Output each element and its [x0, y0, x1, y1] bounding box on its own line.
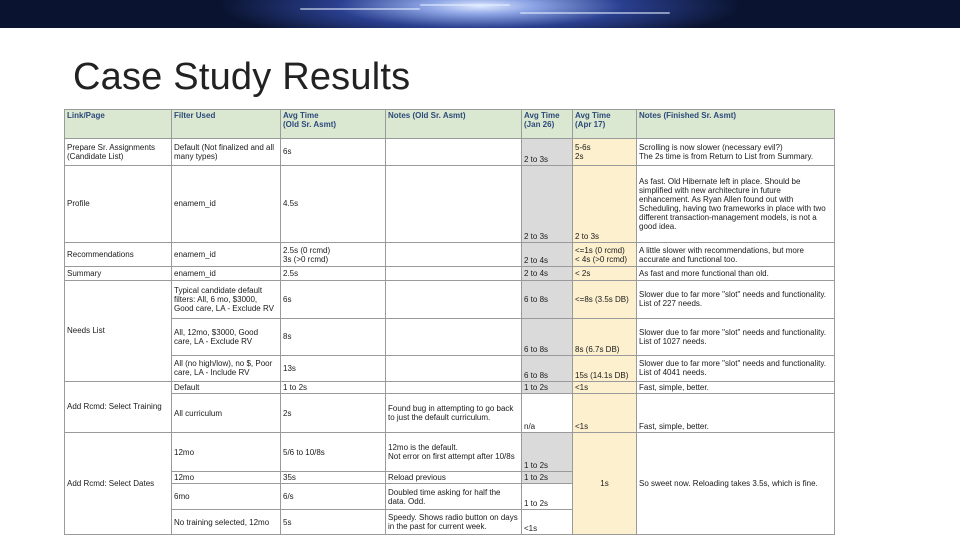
- cell-filter: 12mo: [172, 472, 281, 484]
- table-row: [65, 280, 835, 318]
- cell-avg-apr: <1s: [573, 393, 637, 432]
- cell-notes-new: Slower due to far more "slot" needs and functionality. List of 227 needs.: [637, 280, 835, 318]
- cell-avg-jan: 2 to 3s: [522, 165, 573, 242]
- cell-notes-new: Fast, simple, better.: [637, 393, 835, 432]
- cell-notes-old: [386, 355, 522, 381]
- cell-filter: No training selected, 12mo: [172, 510, 281, 535]
- cell-avg-old: 13s: [281, 355, 386, 381]
- col-header-avg-old: Avg Time (Old Sr. Asmt): [281, 110, 386, 139]
- cell-avg-old: 2.5s: [281, 267, 386, 280]
- table-row: [65, 433, 835, 472]
- cell-avg-jan: 6 to 8s: [522, 355, 573, 381]
- col-header-filter: Filter Used: [172, 110, 281, 139]
- cell-notes-old: [386, 242, 522, 267]
- cell-notes-old: [386, 318, 522, 355]
- cell-avg-jan: 2 to 3s: [522, 138, 573, 165]
- cell-avg-old: 6s: [281, 280, 386, 318]
- col-header-link: Link/Page: [65, 110, 172, 139]
- table-row: [65, 393, 835, 432]
- cell-avg-apr: 2 to 3s: [573, 165, 637, 242]
- cell-avg-old: 4.5s: [281, 165, 386, 242]
- cell-avg-jan: 6 to 8s: [522, 280, 573, 318]
- cell-filter: enamem_id: [172, 165, 281, 242]
- col-header-notes-old: Notes (Old Sr. Asmt): [386, 110, 522, 139]
- cell-avg-apr: 15s (14.1s DB): [573, 355, 637, 381]
- cell-filter: All, 12mo, $3000, Good care, LA - Exclude RV: [172, 318, 281, 355]
- cell-notes-old: [386, 138, 522, 165]
- cell-avg-old: 6/s: [281, 484, 386, 510]
- cell-filter: Typical candidate default filters: All, 6 mo, $3000, Good care, LA - Exclude RV: [172, 280, 281, 318]
- cell-avg-apr: 5-6s 2s: [573, 138, 637, 165]
- cell-avg-old: 8s: [281, 318, 386, 355]
- cell-filter: Default: [172, 381, 281, 393]
- col-header-avg-apr: Avg Time (Apr 17): [573, 110, 637, 139]
- cell-avg-old: 2s: [281, 393, 386, 432]
- cell-notes-old: Found bug in attempting to go back to just the default curriculum.: [386, 393, 522, 432]
- table-row: [65, 242, 835, 267]
- cell-avg-jan: 6 to 8s: [522, 318, 573, 355]
- table-row: [65, 165, 835, 242]
- cell-filter: All curriculum: [172, 393, 281, 432]
- table-row: [65, 381, 835, 393]
- cell-link: Summary: [65, 267, 172, 280]
- cell-avg-jan: 1 to 2s: [522, 472, 573, 484]
- cell-filter: All (no high/low), no $, Poor care, LA - Include RV: [172, 355, 281, 381]
- cell-notes-new: As fast. Old Hibernate left in place. Should be simplified with new architecture in future enhancement. As Ryan Allen found out with Scheduling, having two frameworks in place with two different transaction-management models, is not a good idea.: [637, 165, 835, 242]
- cell-avg-jan: <1s: [522, 510, 573, 535]
- cell-link: Add Rcmd: Select Dates: [65, 433, 172, 535]
- cell-filter: enamem_id: [172, 242, 281, 267]
- cell-notes-old: Reload previous: [386, 472, 522, 484]
- cell-avg-jan: 2 to 4s: [522, 267, 573, 280]
- table-row: [65, 267, 835, 280]
- cell-notes-old: [386, 280, 522, 318]
- cell-avg-jan: 1 to 2s: [522, 484, 573, 510]
- cell-avg-apr: <1s: [573, 381, 637, 393]
- cell-avg-apr: 1s: [573, 433, 637, 535]
- table-row: [65, 318, 835, 355]
- cell-notes-old: [386, 381, 522, 393]
- cell-notes-new: Slower due to far more "slot" needs and functionality. List of 1027 needs.: [637, 318, 835, 355]
- cell-notes-new: Fast, simple, better.: [637, 381, 835, 393]
- cell-avg-apr: < 2s: [573, 267, 637, 280]
- cell-avg-old: 1 to 2s: [281, 381, 386, 393]
- cell-avg-apr: <=1s (0 rcmd) < 4s (>0 rcmd): [573, 242, 637, 267]
- cell-link: Prepare Sr. Assignments (Candidate List): [65, 138, 172, 165]
- header-banner: [0, 0, 960, 28]
- slide-title: Case Study Results: [73, 56, 411, 98]
- cell-notes-new: Scrolling is now slower (necessary evil?) The 2s time is from Return to List from Summary.: [637, 138, 835, 165]
- table-row: [65, 138, 835, 165]
- cell-notes-old: [386, 165, 522, 242]
- cell-avg-old: 5s: [281, 510, 386, 535]
- col-header-avg-jan: Avg Time (Jan 26): [522, 110, 573, 139]
- cell-notes-new: A little slower with recommendations, but more accurate and functional too.: [637, 242, 835, 267]
- header-row: [65, 110, 835, 139]
- cell-avg-old: 2.5s (0 rcmd) 3s (>0 rcmd): [281, 242, 386, 267]
- cell-avg-apr: <=8s (3.5s DB): [573, 280, 637, 318]
- cell-avg-jan: 2 to 4s: [522, 242, 573, 267]
- cell-filter: enamem_id: [172, 267, 281, 280]
- cell-notes-new: So sweet now. Reloading takes 3.5s, which is fine.: [637, 433, 835, 535]
- cell-filter: 12mo: [172, 433, 281, 472]
- cell-avg-apr: 8s (6.7s DB): [573, 318, 637, 355]
- cell-notes-new: Slower due to far more "slot" needs and functionality. List of 4041 needs.: [637, 355, 835, 381]
- cell-avg-old: 6s: [281, 138, 386, 165]
- cell-notes-new: As fast and more functional than old.: [637, 267, 835, 280]
- cell-avg-old: 35s: [281, 472, 386, 484]
- table-row: [65, 355, 835, 381]
- col-header-notes-new: Notes (Finished Sr. Asmt): [637, 110, 835, 139]
- cell-link: Add Rcmd: Select Training: [65, 381, 172, 432]
- cell-avg-jan: 1 to 2s: [522, 381, 573, 393]
- cell-filter: Default (Not finalized and all many types): [172, 138, 281, 165]
- cell-link: Profile: [65, 165, 172, 242]
- case-study-table: [64, 109, 835, 535]
- cell-link: Recommendations: [65, 242, 172, 267]
- cell-avg-jan: n/a: [522, 393, 573, 432]
- cell-notes-old: Doubled time asking for half the data. Odd.: [386, 484, 522, 510]
- cell-filter: 6mo: [172, 484, 281, 510]
- cell-link: Needs List: [65, 280, 172, 381]
- cell-notes-old: [386, 267, 522, 280]
- cell-avg-jan: 1 to 2s: [522, 433, 573, 472]
- cell-notes-old: Speedy. Shows radio button on days in the past for current week.: [386, 510, 522, 535]
- cell-avg-old: 5/6 to 10/8s: [281, 433, 386, 472]
- cell-notes-old: 12mo is the default. Not error on first attempt after 10/8s: [386, 433, 522, 472]
